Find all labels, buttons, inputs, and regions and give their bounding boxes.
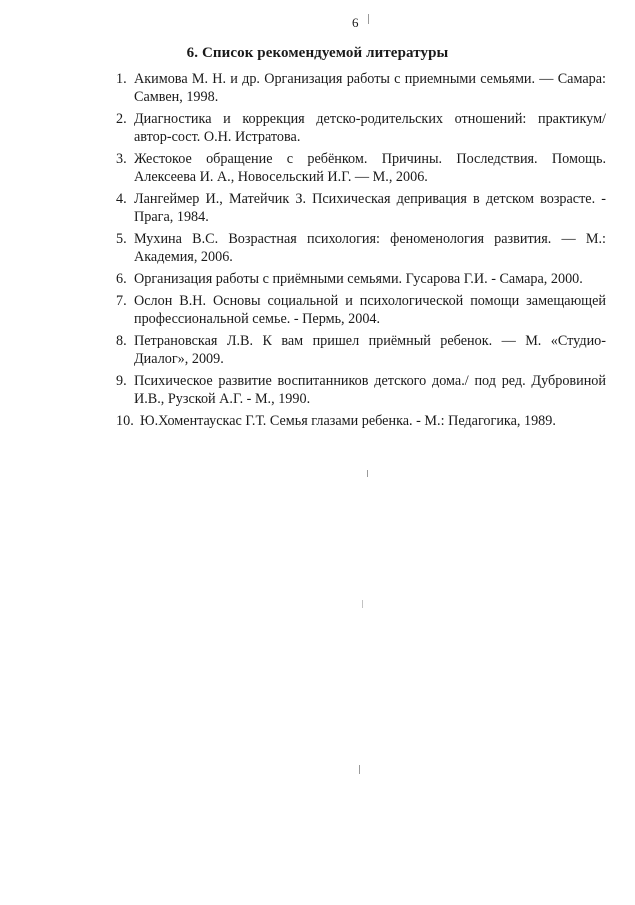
- list-item-text: Психическое развитие воспитанников детского дома./ под ред. Дубровиной И.В., Рузской А.Г. - М., 1990.: [134, 373, 606, 407]
- list-item: [116, 150, 606, 186]
- list-item-number: 10.: [116, 413, 134, 429]
- scan-artifact: [362, 600, 363, 608]
- scan-artifact: [368, 14, 369, 24]
- list-item-number: 9.: [116, 373, 127, 389]
- list-item: [116, 412, 606, 430]
- scan-artifact: [367, 470, 368, 477]
- list-item-number: 4.: [116, 191, 127, 207]
- list-item-text: Лангеймер И., Матейчик З. Психическая депривация в детском возрасте. - Прага, 1984.: [134, 191, 606, 225]
- list-item-number: 1.: [116, 71, 127, 87]
- list-item-text: Диагностика и коррекция детско-родительских отношений: практикум/ автор-сост. О.Н. Истратова.: [134, 111, 606, 145]
- list-item-number: 5.: [116, 231, 127, 247]
- list-item: [116, 190, 606, 226]
- list-item-text: Жестокое обращение с ребёнком. Причины. Последствия. Помощь. Алексеева И. А., Новосельский И.Г. — М., 2006.: [134, 151, 606, 185]
- list-item-number: 6.: [116, 271, 127, 287]
- list-item-text: Акимова М. Н. и др. Организация работы с приемными семьями. — Самара: Самвен, 1998.: [134, 71, 606, 105]
- list-item-text: Мухина В.С. Возрастная психология: феноменология развития. — М.: Академия, 2006.: [134, 231, 606, 265]
- list-item: [116, 230, 606, 266]
- list-item: [116, 292, 606, 328]
- scan-artifact: [359, 765, 360, 774]
- reference-list: [116, 70, 606, 434]
- list-item-number: 7.: [116, 293, 127, 309]
- list-item-number: 3.: [116, 151, 127, 167]
- list-item: [116, 270, 606, 288]
- list-item-text: Организация работы с приёмными семьями. Гусарова Г.И. - Самара, 2000.: [134, 271, 583, 287]
- list-item-text: Ослон В.Н. Основы социальной и психологической помощи замещающей профессиональной семье. - Пермь, 2004.: [134, 293, 606, 327]
- list-item-text: Петрановская Л.В. К вам пришел приёмный ребенок. — М. «Студио-Диалог», 2009.: [134, 333, 606, 367]
- list-item: [116, 372, 606, 408]
- list-item-number: 2.: [116, 111, 127, 127]
- list-item: [116, 70, 606, 106]
- list-item-text: Ю.Хоментаускас Г.Т. Семья глазами ребенка. - М.: Педагогика, 1989.: [140, 413, 556, 429]
- section-title: 6. Список рекомендуемой литературы: [186, 45, 449, 61]
- list-item-number: 8.: [116, 333, 127, 349]
- list-item: [116, 110, 606, 146]
- list-item: [116, 332, 606, 368]
- page-number: 6: [352, 15, 359, 30]
